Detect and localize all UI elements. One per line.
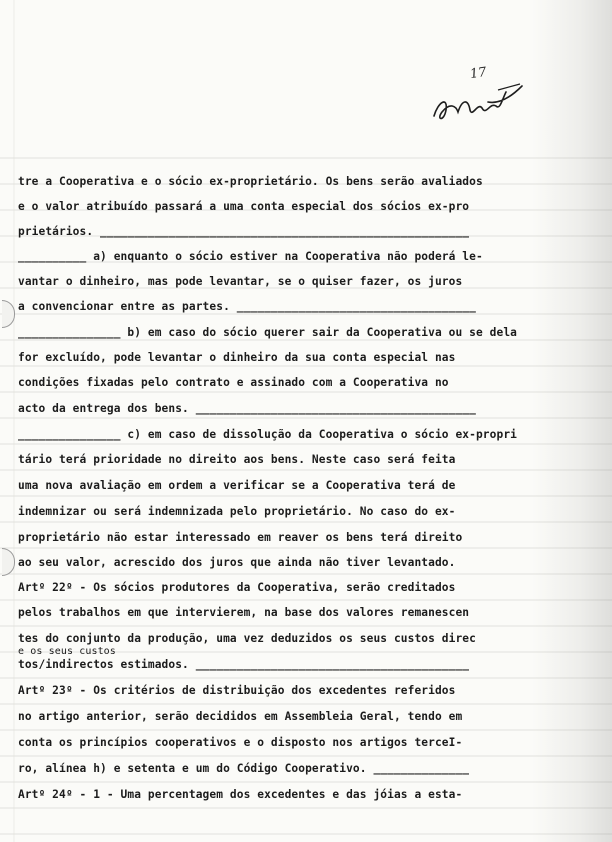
- text-line: indemnizar ou será indemnizada pelo proprietário. No caso do ex-: [18, 505, 456, 518]
- page-number: 17: [469, 64, 488, 83]
- text-line: ro, alínea h) e setenta e um do Código Cooperativo. ______________: [18, 762, 470, 775]
- text-line: _______________ b) em caso do sócio querer sair da Cooperativa ou se dela: [18, 326, 517, 339]
- text-line: condições fixadas pelo contrato e assinado com a Cooperativa no: [18, 376, 449, 389]
- text-line: __________ a) enquanto o sócio estiver na Cooperativa não poderá le-: [18, 250, 483, 263]
- text-line: tos/indirectos estimados. ________________________________________: [18, 658, 470, 671]
- text-line: acto da entrega dos bens. _________________________________________: [18, 402, 476, 415]
- text-line: Artº 24º - 1 - Uma percentagem dos excedentes e das jóias a esta-: [18, 788, 463, 801]
- text-line: proprietário não estar interessado em reaver os bens terá direito: [18, 531, 463, 544]
- text-line: ao seu valor, acrescido dos juros que ainda não tiver levantado.: [18, 556, 456, 569]
- text-line: for excluído, pode levantar o dinheiro da sua conta especial nas: [18, 351, 456, 364]
- text-line: tre a Cooperativa e o sócio ex-proprietário. Os bens serão avaliados: [18, 175, 483, 188]
- text-line: tário terá prioridade no direito aos bens. Neste caso será feita: [18, 453, 456, 466]
- text-line: conta os princípios cooperativos e o disposto nos artigos terceI-: [18, 736, 463, 749]
- text-line: Artº 22º - Os sócios produtores da Cooperativa, serão creditados: [18, 581, 456, 594]
- text-line: Artº 23º - Os critérios de distribuição dos excedentes referidos: [18, 684, 456, 697]
- text-line: _______________ c) em caso de dissolução da Cooperativa o sócio ex-propri: [18, 428, 517, 441]
- text-line: e o valor atribuído passará a uma conta especial dos sócios ex-pro: [18, 200, 470, 213]
- text-line: uma nova avaliação em ordem a verificar se a Cooperativa terá de: [18, 479, 456, 492]
- text-line: no artigo anterior, serão decididos em Assembleia Geral, tendo em: [18, 710, 463, 723]
- interlinear-insertion: e os seus custos: [18, 646, 116, 657]
- text-line: tes do conjunto da produção, uma vez deduzidos os seus custos direc: [18, 632, 476, 645]
- text-line: pelos trabalhos em que intervierem, na base dos valores remanescen: [18, 606, 470, 619]
- text-line: vantar o dinheiro, mas pode levantar, se o quiser fazer, os juros: [18, 275, 463, 288]
- text-line: prietários. ______________________________________________________: [18, 225, 470, 238]
- text-line: a convencionar entre as partes. ___________________________________: [18, 300, 476, 313]
